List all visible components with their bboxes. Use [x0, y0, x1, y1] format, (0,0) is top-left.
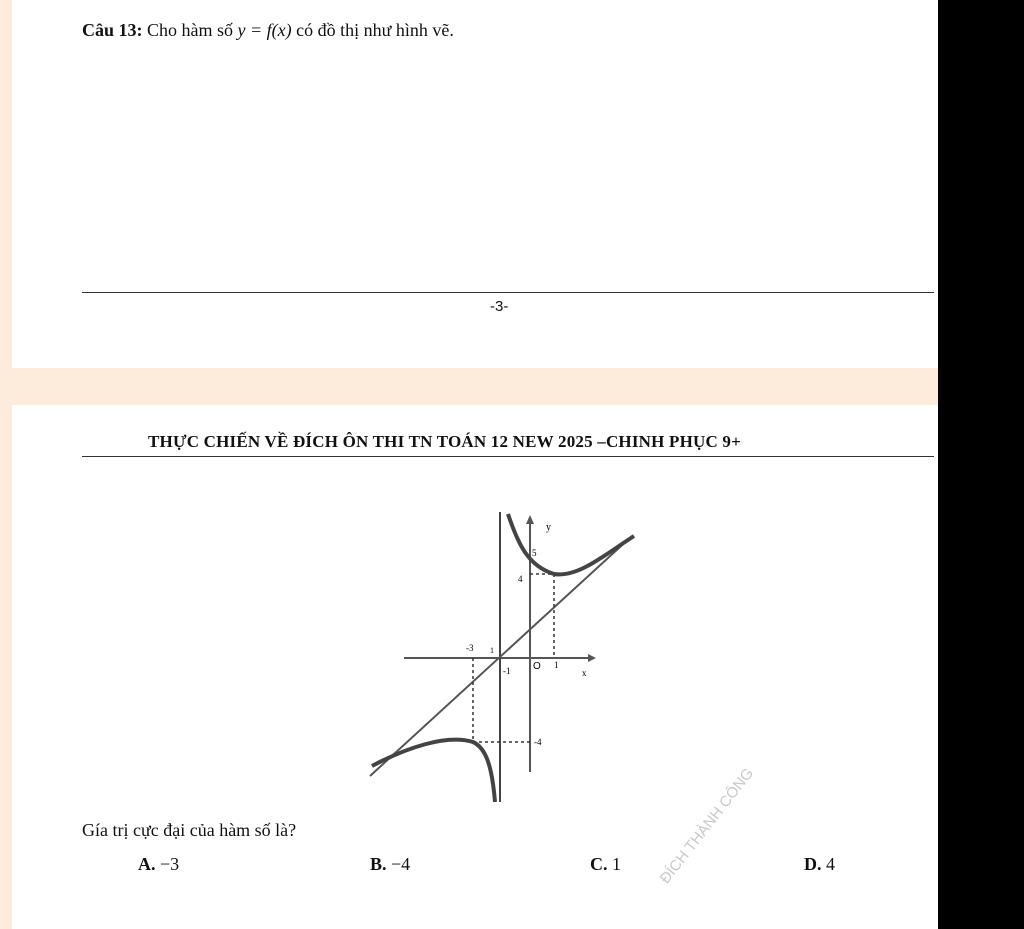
tick-label-minus4: -4	[534, 737, 542, 747]
question-13	[82, 20, 454, 41]
option-b[interactable]	[370, 854, 410, 875]
question-number: Câu 13:	[82, 20, 143, 40]
tick-label-1-x: 1	[554, 660, 559, 670]
question-text-after: có đồ thị như hình vẽ.	[296, 20, 454, 40]
tick-label-minus1: -1	[503, 666, 511, 676]
tick-label-4: 4	[518, 574, 523, 584]
question-text-before: Cho hàm số	[147, 20, 234, 40]
option-d-value: 4	[826, 854, 835, 874]
page-number: -3-	[490, 298, 509, 315]
option-c-letter: C.	[590, 854, 608, 874]
curve-left-branch	[372, 740, 495, 802]
screen-edge-bar	[938, 0, 1024, 929]
document-page-top	[12, 0, 938, 368]
watermark: ĐÍCH THÀNH CÔNG	[656, 765, 758, 887]
option-c[interactable]	[590, 854, 621, 875]
option-c-value: 1	[612, 854, 621, 874]
header-title: THỰC CHIẾN VỀ ĐÍCH ÔN THI TN TOÁN 12 NEW 2025 –CHINH PHỤC 9+	[148, 432, 742, 451]
tick-label-minus3: -3	[466, 643, 474, 653]
function-graph	[356, 504, 662, 806]
footer-rule	[82, 292, 934, 293]
option-d-letter: D.	[804, 854, 822, 874]
option-b-value: −4	[391, 854, 411, 874]
axis-x-label: x	[582, 668, 587, 678]
tick-label-5: 5	[532, 548, 537, 558]
option-b-letter: B.	[370, 854, 387, 874]
header-rule	[82, 456, 934, 457]
question-prompt: Gía trị cực đại của hàm số là?	[82, 820, 297, 840]
option-a-value: −3	[160, 854, 180, 874]
option-d[interactable]	[804, 854, 835, 875]
origin-label: O	[533, 661, 541, 672]
option-a[interactable]	[138, 854, 179, 875]
axis-y-label: y	[546, 522, 551, 533]
tick-label-1-y: 1	[490, 646, 494, 655]
question-formula: y = f(x)	[237, 20, 292, 40]
x-axis-arrow	[588, 654, 596, 662]
y-axis-arrow	[526, 515, 534, 524]
option-a-letter: A.	[138, 854, 156, 874]
